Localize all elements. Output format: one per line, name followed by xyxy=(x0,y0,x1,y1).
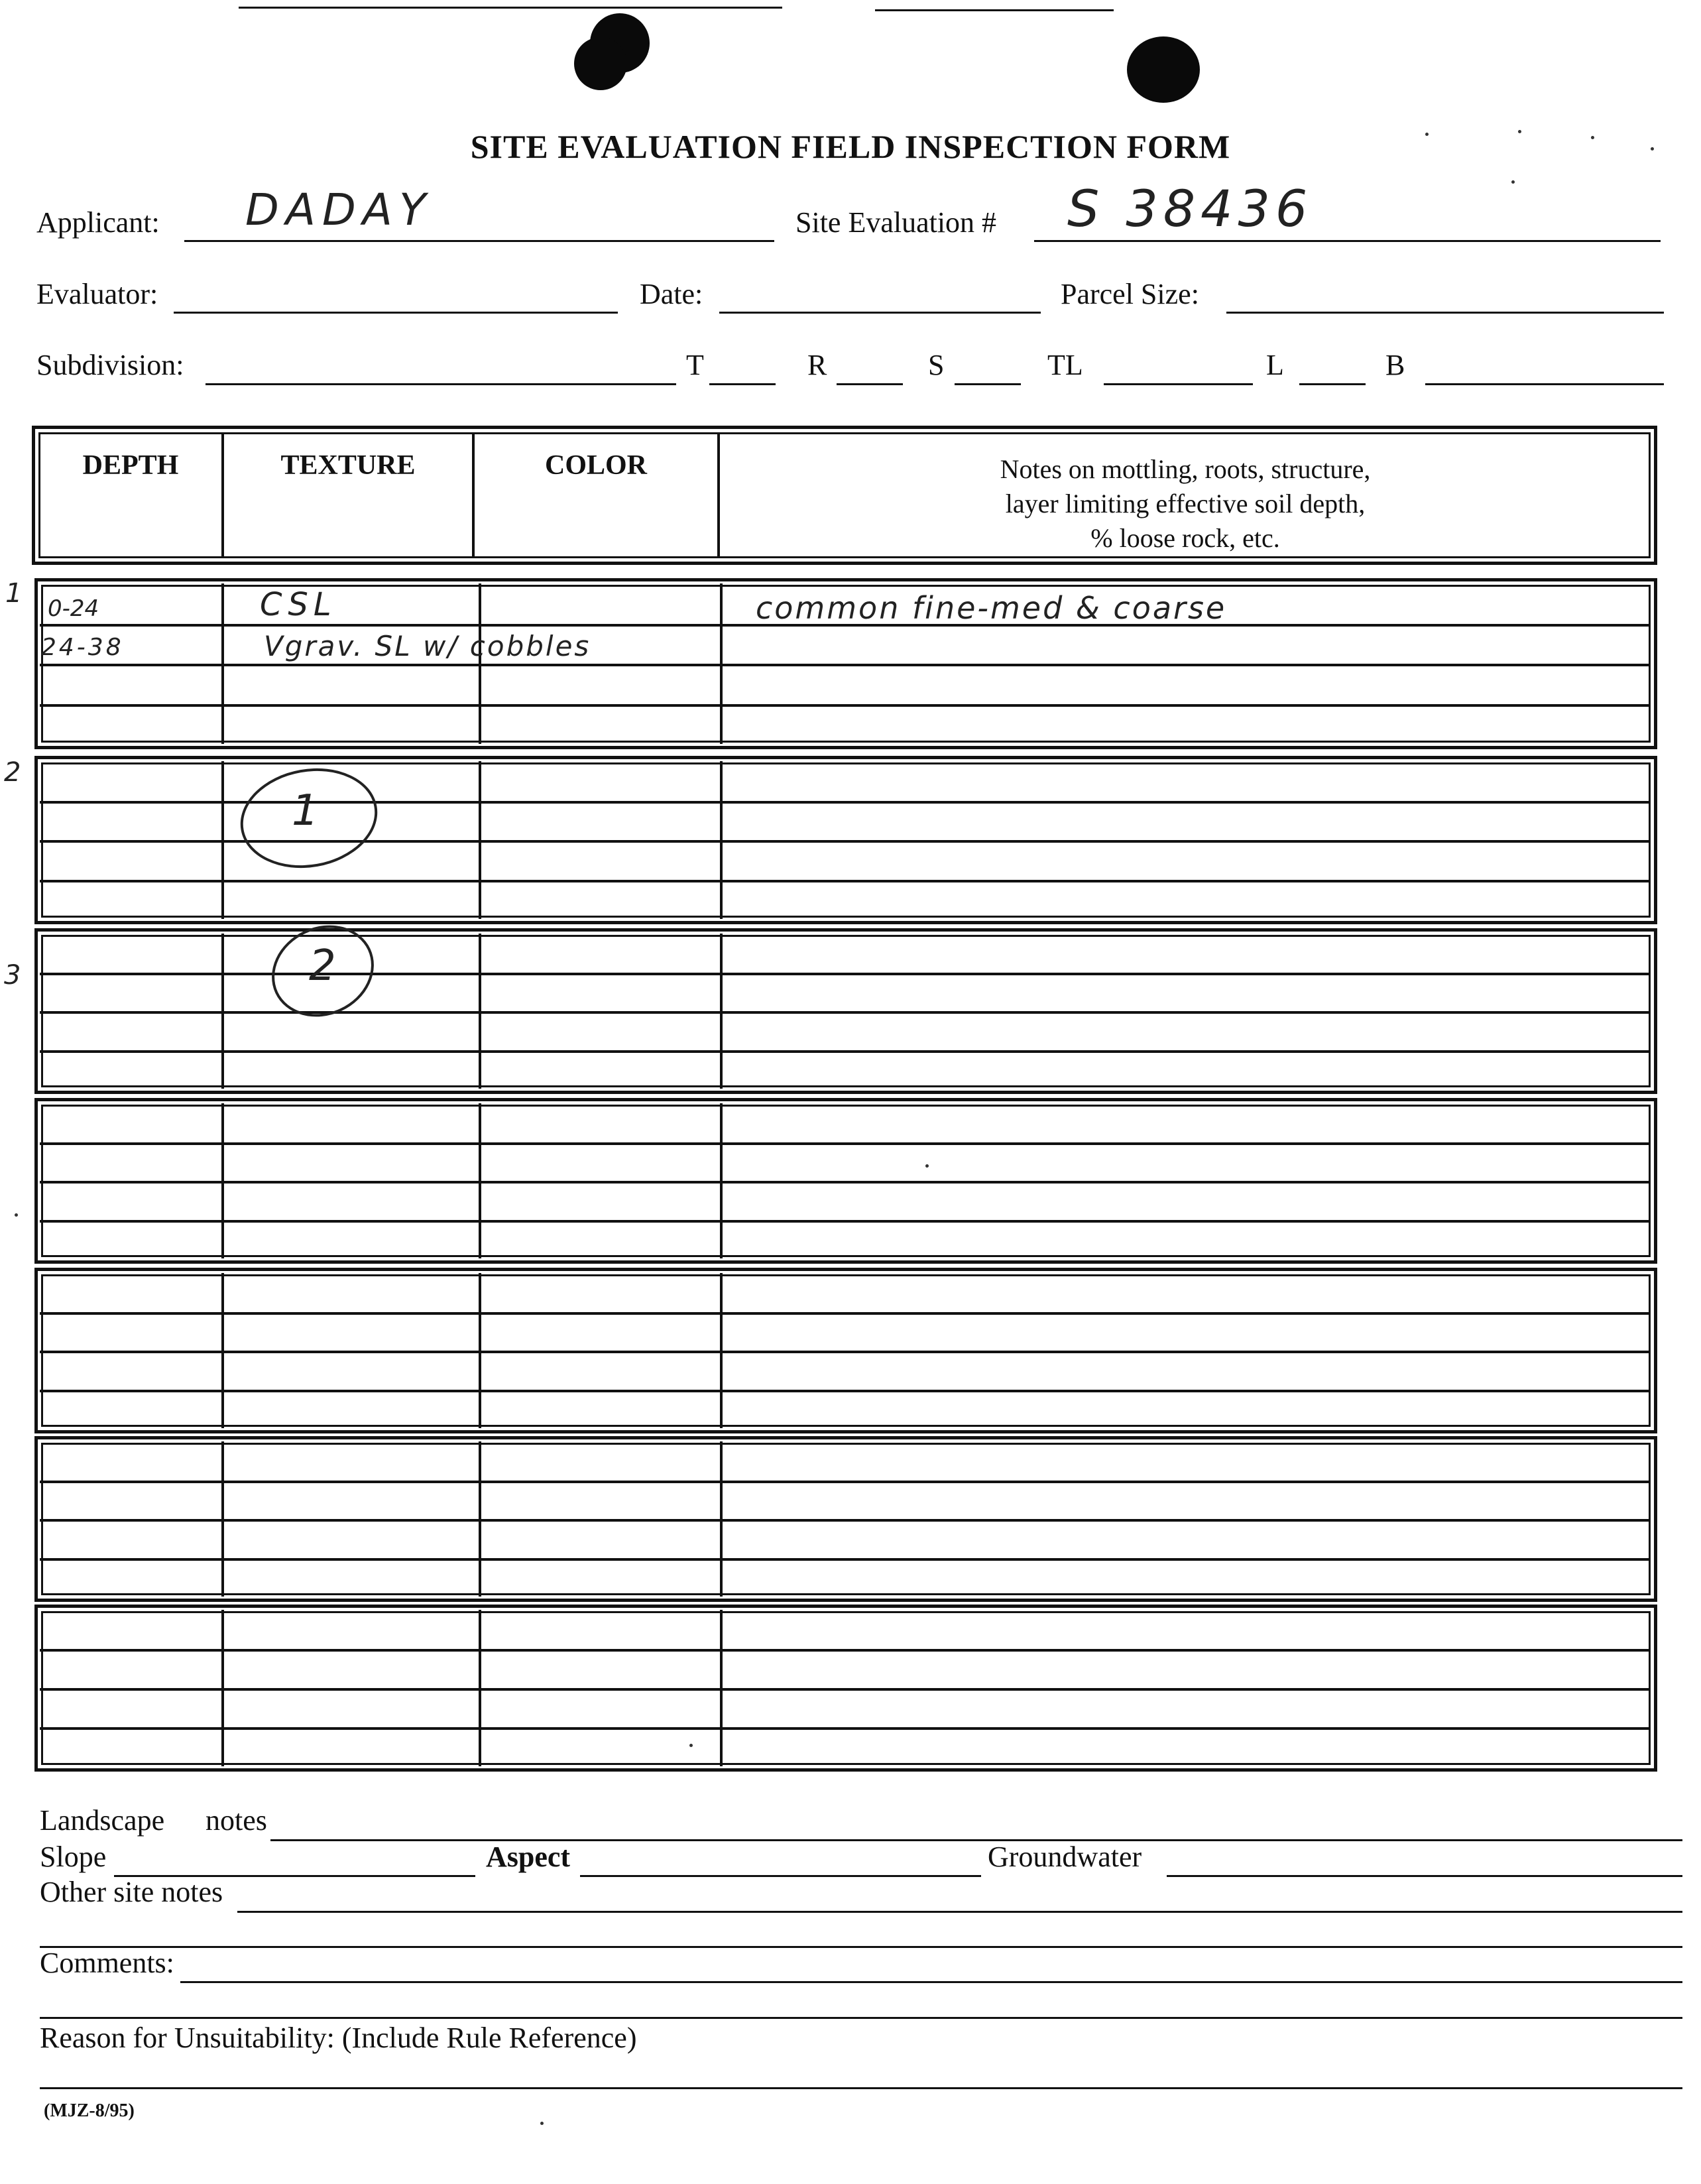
comments-field-line[interactable] xyxy=(180,1981,1682,1983)
table-row-divider xyxy=(40,1220,1651,1223)
parcel-size-field-line[interactable] xyxy=(1226,312,1664,314)
site-eval-field-line[interactable] xyxy=(1034,240,1661,242)
scan-speck xyxy=(1518,130,1521,133)
entry-2-texture: Vgrav. SL w/ cobbles xyxy=(264,630,591,662)
scan-top-rule-left xyxy=(239,7,782,9)
table-row-divider xyxy=(40,1727,1651,1730)
aspect-label: Aspect xyxy=(486,1841,571,1873)
margin-mark-3: 3 xyxy=(4,960,21,991)
color-header: COLOR xyxy=(544,450,647,481)
b-field-line[interactable] xyxy=(1425,383,1664,385)
scan-top-rule-right xyxy=(875,9,1114,11)
other-site-notes-field-line[interactable] xyxy=(237,1911,1682,1913)
s-field-line[interactable] xyxy=(955,383,1021,385)
scan-speck xyxy=(689,1744,693,1747)
site-eval-label: Site Evaluation # xyxy=(795,206,997,239)
groundwater-field-line[interactable] xyxy=(1167,1875,1682,1877)
table-row-divider xyxy=(40,1481,1651,1483)
t-field-line[interactable] xyxy=(709,383,776,385)
subdivision-label: Subdivision: xyxy=(36,349,184,381)
s-label: S xyxy=(928,349,945,381)
table-row-divider xyxy=(40,1688,1651,1691)
notes-header-line-3: % loose rock, etc. xyxy=(1090,523,1280,553)
table-row-divider xyxy=(40,1558,1651,1561)
applicant-value: DADAY xyxy=(245,184,433,235)
entry-1-notes: common fine-med & coarse xyxy=(756,590,1227,626)
margin-mark-2: 2 xyxy=(4,757,21,788)
landscape-notes-label: notes xyxy=(205,1804,267,1837)
form-code: (MJZ-8/95) xyxy=(44,2100,135,2121)
applicant-label: Applicant: xyxy=(36,206,160,239)
reason-unsuitability-label: Reason for Unsuitability: (Include Rule Reference) xyxy=(40,2022,637,2054)
table-row-divider xyxy=(40,880,1651,882)
scan-speck xyxy=(925,1164,929,1168)
l-field-line[interactable] xyxy=(1299,383,1366,385)
landscape-label: Landscape xyxy=(40,1804,165,1837)
punch-hole-left-lower xyxy=(574,37,627,90)
form-title: SITE EVALUATION FIELD INSPECTION FORM xyxy=(470,128,1231,165)
scan-speck xyxy=(15,1213,18,1217)
other-site-notes-line-2[interactable] xyxy=(40,1946,1682,1948)
tl-label: TL xyxy=(1047,349,1083,381)
scan-speck xyxy=(1591,136,1594,139)
tl-field-line[interactable] xyxy=(1104,383,1253,385)
table-row-divider xyxy=(40,1351,1651,1353)
texture-header: TEXTURE xyxy=(280,450,416,481)
reason-field-line[interactable] xyxy=(40,2087,1682,2089)
table-row-divider xyxy=(40,1390,1651,1392)
evaluator-label: Evaluator: xyxy=(36,278,158,310)
table-row-divider xyxy=(40,1312,1651,1315)
table-row-divider xyxy=(40,1050,1651,1053)
depth-header: DEPTH xyxy=(82,450,179,481)
other-site-notes-label: Other site notes xyxy=(40,1876,223,1908)
margin-mark-1: 1 xyxy=(5,578,23,609)
scan-speck xyxy=(540,2122,544,2125)
t-label: T xyxy=(686,349,704,381)
comments-label: Comments: xyxy=(40,1947,174,1979)
table-row-divider xyxy=(40,704,1651,707)
l-label: L xyxy=(1266,349,1284,381)
entry-1-depth: 0-24 xyxy=(48,595,99,622)
slope-label: Slope xyxy=(40,1841,107,1873)
entry-2-depth: 24-38 xyxy=(41,634,124,661)
evaluator-field-line[interactable] xyxy=(174,312,618,314)
table-row-divider xyxy=(40,1142,1651,1145)
subdivision-field-line[interactable] xyxy=(205,383,676,385)
groundwater-label: Groundwater xyxy=(988,1841,1142,1873)
scan-speck xyxy=(1425,133,1429,136)
table-row-divider xyxy=(40,1519,1651,1522)
applicant-field-line[interactable] xyxy=(184,240,774,242)
site-eval-value: S 38436 xyxy=(1067,179,1313,238)
table-row-divider xyxy=(40,1011,1651,1014)
date-field-line[interactable] xyxy=(719,312,1041,314)
date-label: Date: xyxy=(640,278,703,310)
r-field-line[interactable] xyxy=(837,383,903,385)
table-row-divider xyxy=(40,1181,1651,1183)
table-row-divider xyxy=(40,1649,1651,1652)
r-label: R xyxy=(807,349,827,381)
circled-mark-1-text: 1 xyxy=(292,786,319,835)
comments-line-2[interactable] xyxy=(40,2017,1682,2019)
table-row-divider xyxy=(40,664,1651,666)
punch-hole-right xyxy=(1127,36,1200,103)
notes-header-line-2: layer limiting effective soil depth, xyxy=(1005,489,1366,518)
aspect-field-line[interactable] xyxy=(580,1875,981,1877)
landscape-notes-field-line[interactable] xyxy=(270,1839,1682,1841)
entry-1-texture: CSL xyxy=(260,586,337,623)
notes-header-line-1: Notes on mottling, roots, structure, xyxy=(1000,454,1371,484)
circled-mark-2-text: 2 xyxy=(309,941,336,991)
scan-speck xyxy=(1511,180,1515,184)
parcel-size-label: Parcel Size: xyxy=(1061,278,1199,310)
scan-speck xyxy=(1651,147,1654,151)
b-label: B xyxy=(1385,349,1405,381)
